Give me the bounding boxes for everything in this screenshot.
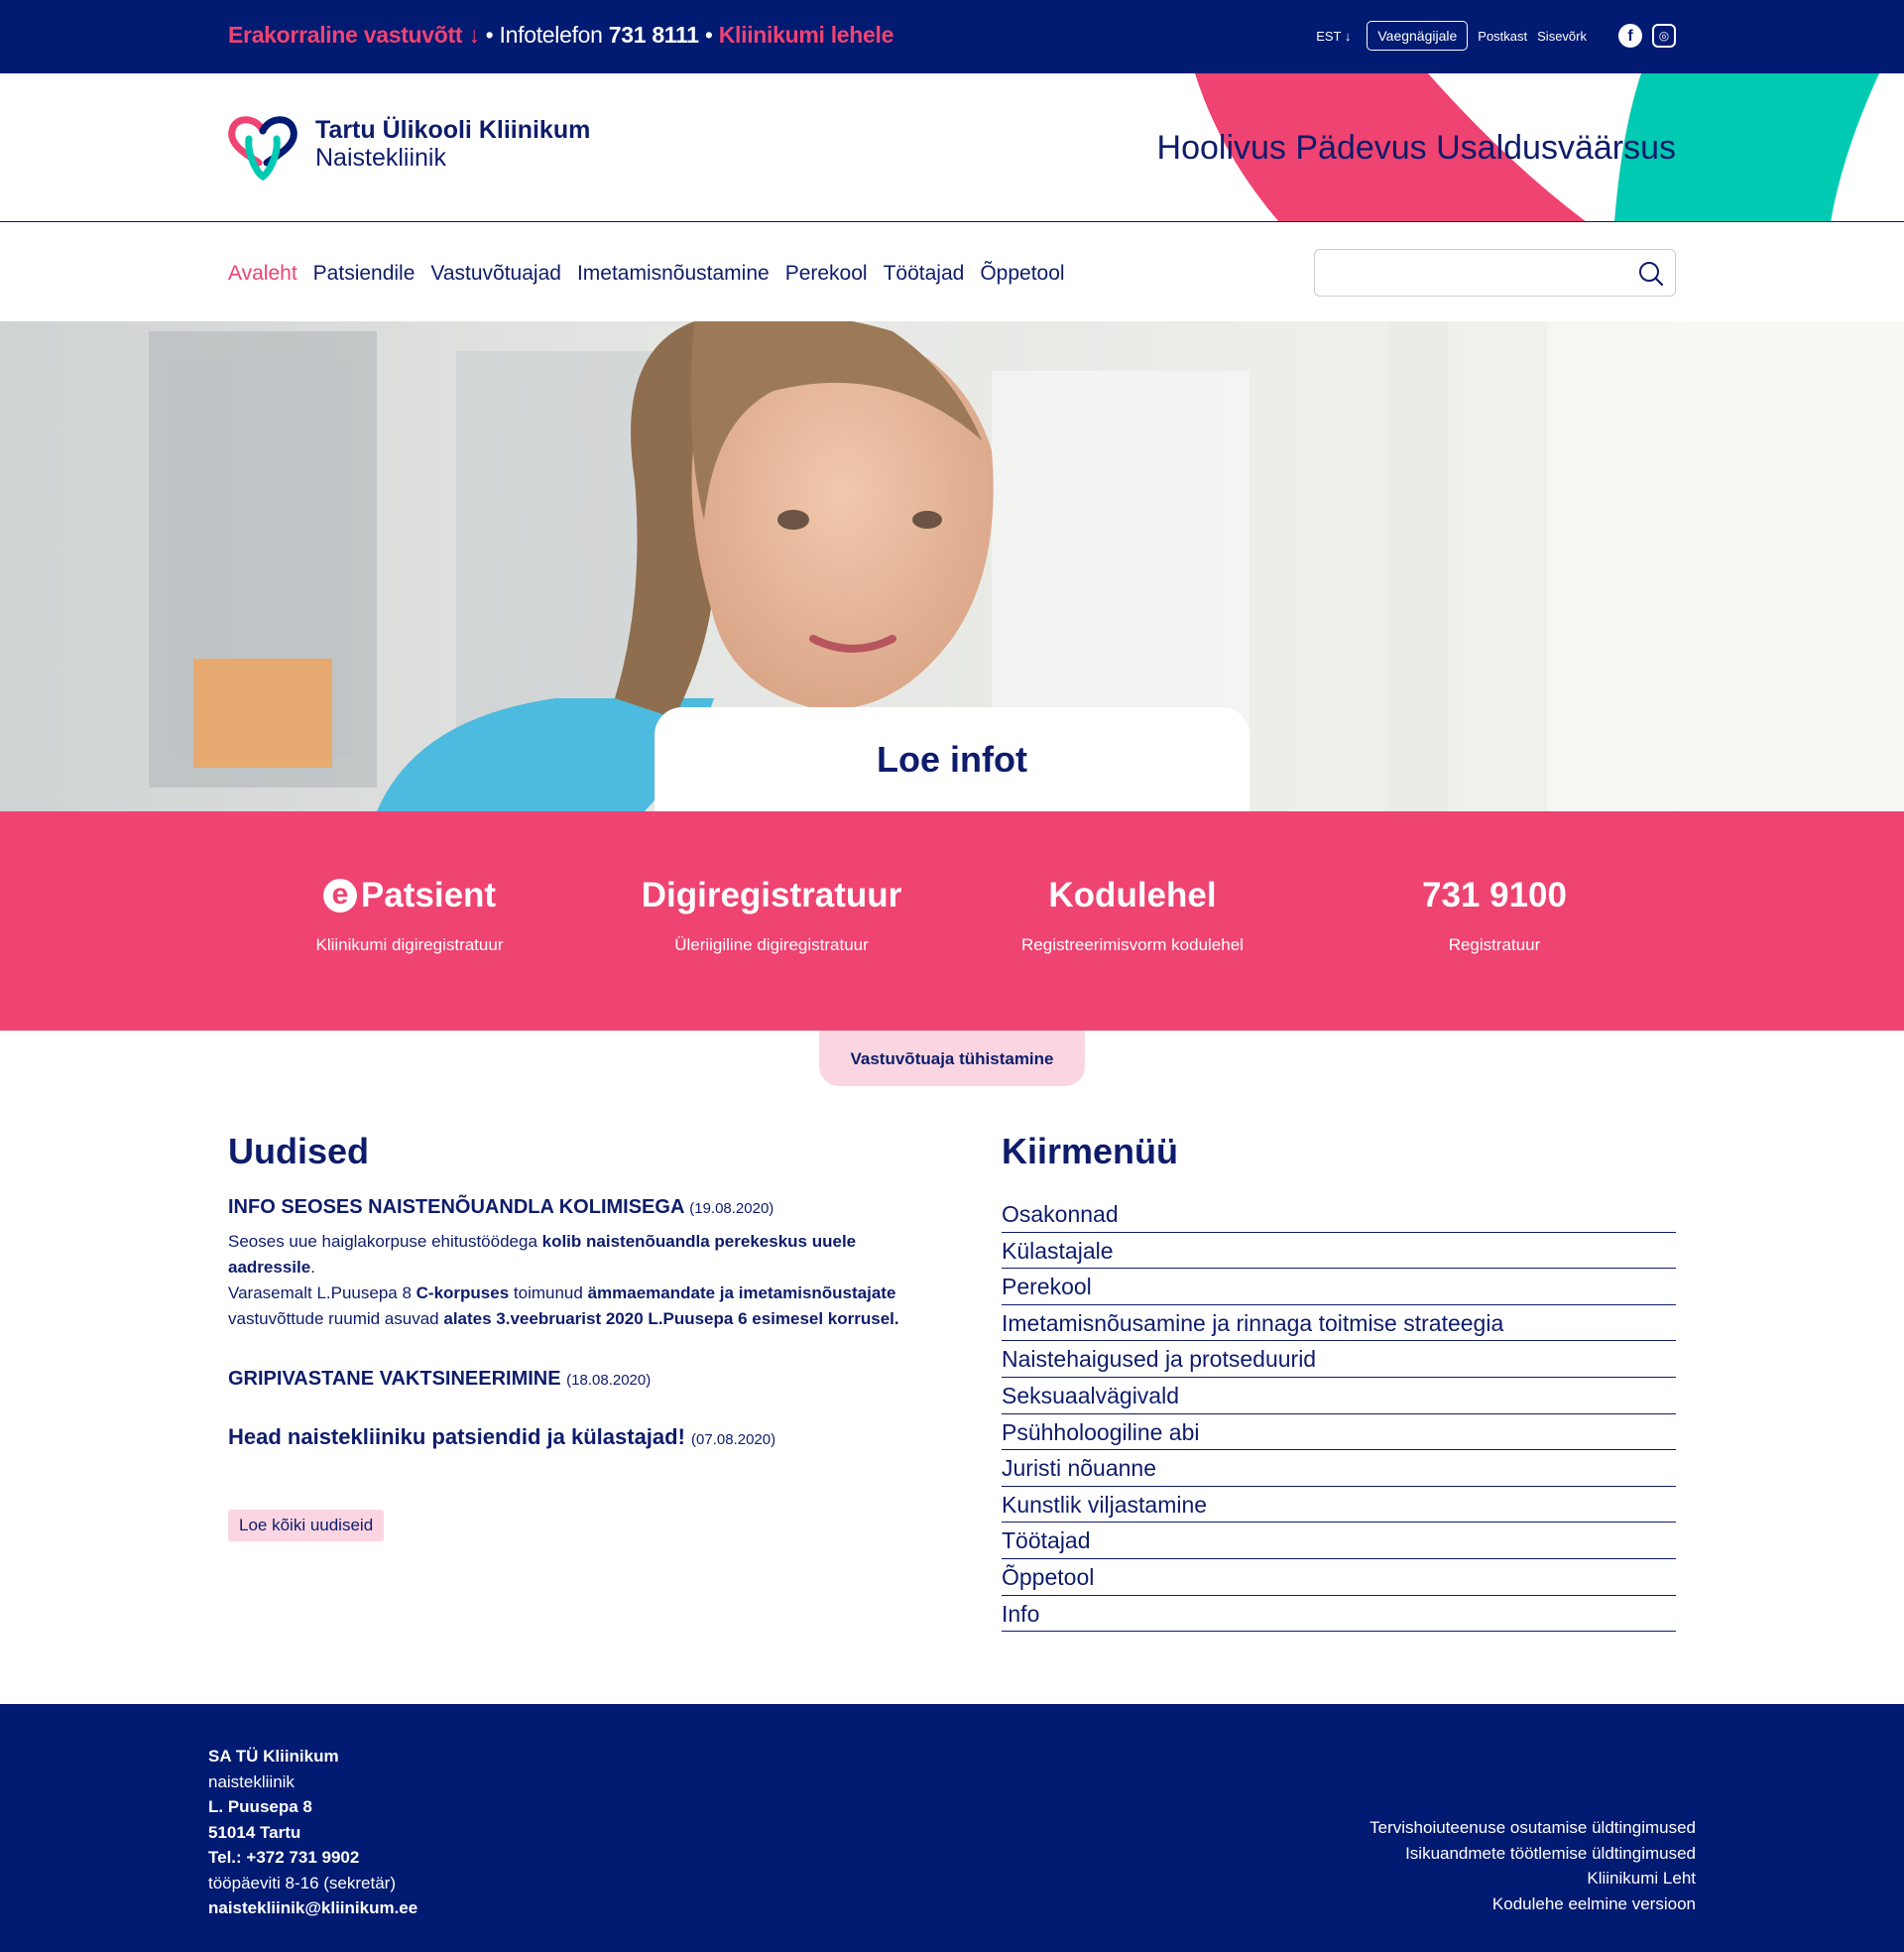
- site-logo[interactable]: [227, 111, 590, 181]
- registration-band: [0, 811, 1904, 1031]
- search-icon[interactable]: [1637, 260, 1665, 288]
- quick-menu-item[interactable]: Psühholoogiline abi: [1002, 1414, 1676, 1451]
- quick-menu-item[interactable]: Külastajale: [1002, 1233, 1676, 1270]
- site-header: [0, 73, 1904, 222]
- news-item-title[interactable]: GRIPIVASTANE VAKTSINEERIMINE (18.08.2020): [228, 1368, 652, 1390]
- logo-subtitle: Naistekliinik: [315, 144, 446, 172]
- logo-title: Tartu Ülikooli Kliinikum: [315, 116, 591, 144]
- news-item-title[interactable]: Head naistekliiniku patsiendid ja külastajad! (07.08.2020): [228, 1424, 776, 1449]
- epatient-link[interactable]: e Patsient Kliinikumi digiregistratuur: [315, 876, 504, 954]
- slogan: Hoolivus Pädevus Usaldusväärsus: [1156, 129, 1676, 167]
- footer-phone[interactable]: Tel.: +372 731 9902: [208, 1848, 360, 1867]
- accessibility-button[interactable]: Vaegnägijale: [1367, 21, 1468, 51]
- quick-menu-item[interactable]: Osakonnad: [1002, 1196, 1676, 1233]
- footer-link[interactable]: Kodulehe eelmine versioon: [1491, 1893, 1696, 1913]
- social-links: [1618, 24, 1676, 48]
- quick-menu-item[interactable]: Kunstlik viljastamine: [1002, 1487, 1676, 1524]
- news-item: [228, 1196, 922, 1332]
- top-bar: [0, 0, 1904, 73]
- nav-item-patsiendile[interactable]: Patsiendile: [312, 262, 416, 285]
- quick-menu-item[interactable]: Info: [1002, 1596, 1676, 1633]
- info-card[interactable]: [654, 707, 1250, 811]
- footer-email[interactable]: naistekliinik@kliinikum.ee: [208, 1898, 418, 1917]
- mailbox-link[interactable]: Postkast: [1478, 28, 1528, 44]
- news-item: [228, 1368, 922, 1391]
- search-input[interactable]: [1327, 250, 1624, 294]
- news-item-title[interactable]: INFO SEOSES NAISTENÕUANDLA KOLIMISEGA (19.08.2020): [228, 1196, 774, 1218]
- clinic-link[interactable]: Kliinikumi lehele: [718, 22, 894, 48]
- quick-menu-item[interactable]: Juristi nõuanne: [1002, 1450, 1676, 1487]
- arrow-down-icon: ↓: [468, 22, 480, 48]
- quick-menu-item[interactable]: Seksuaalvägivald: [1002, 1378, 1676, 1414]
- e-patient-icon: e: [323, 879, 357, 913]
- nav-item-tootajad[interactable]: Töötajad: [883, 262, 965, 285]
- all-news-button[interactable]: Loe kõiki uudiseid: [228, 1510, 384, 1541]
- kodulehel-link[interactable]: Kodulehel Registreerimisvorm kodulehel: [1021, 876, 1244, 954]
- quick-menu-item[interactable]: Töötajad: [1002, 1523, 1676, 1559]
- top-bar-utilities: [1316, 21, 1676, 51]
- quick-menu-item[interactable]: Naistehaigused ja protseduurid: [1002, 1341, 1676, 1378]
- info-phone-label: Infotelefon: [499, 22, 603, 48]
- news-item: [228, 1424, 922, 1450]
- registratuur-phone-link[interactable]: 731 9100 Registratuur: [1422, 876, 1567, 954]
- nav-item-perekool[interactable]: Perekool: [784, 262, 868, 285]
- quick-menu: [1002, 1131, 1676, 1632]
- digiregistratuur-link[interactable]: Digiregistratuur Üleriigiline digiregistratuur: [641, 876, 902, 954]
- cancel-appointment-button[interactable]: Vastuvõtuaja tühistamine: [819, 1031, 1085, 1086]
- instagram-icon[interactable]: ◎: [1652, 24, 1676, 48]
- facebook-icon[interactable]: f: [1618, 24, 1642, 48]
- quick-menu-item[interactable]: Imetamisnõusamine ja rinnaga toitmise strateegia: [1002, 1305, 1676, 1342]
- footer-links: [1369, 1815, 1696, 1916]
- info-card-label: Loe infot: [877, 739, 1027, 780]
- news-heading: Uudised: [228, 1131, 370, 1171]
- nav-item-oppetool[interactable]: Õppetool: [980, 262, 1065, 285]
- footer-link[interactable]: Kliinikumi Leht: [1587, 1869, 1696, 1888]
- news-item-text: Seoses uue haiglakorpuse ehitustöödega kolib naistenõuandla perekeskus uuele aadressile. Varasemalt L.Puusepa 8 C-korpuses toimunud ämmaemandate ja imetamisnõustajate vastuvõttude ruumid asuvad alates 3.veebruarist 2020 L.Puusepa 6 esimesel korrusel.: [228, 1232, 899, 1328]
- footer-link[interactable]: Tervishoiuteenuse osutamise üldtingimused: [1369, 1818, 1696, 1837]
- top-bar-contacts: Erakorraline vastuvõtt ↓ • Infotelefon 731 8111 • Kliinikumi lehele: [228, 22, 894, 48]
- language-select[interactable]: EST ↓: [1316, 28, 1352, 44]
- nav-item-vastuvotuajad[interactable]: Vastuvõtuajad: [430, 262, 561, 285]
- nav-item-imetamisnoustamine[interactable]: Imetamisnõustamine: [576, 262, 770, 285]
- emergency-link[interactable]: Erakorraline vastuvõtt ↓: [228, 22, 480, 48]
- main-navigation: [0, 222, 1904, 321]
- quick-menu-item[interactable]: Õppetool: [1002, 1559, 1676, 1596]
- nav-item-avaleht[interactable]: Avaleht: [228, 262, 298, 285]
- footer-address: SA TÜ Kliinikum naistekliinik L. Puusepa 8 51014 Tartu Tel.: +372 731 9902 tööpäeviti 8-16 (sekretär) naistekliinik@kliinikum.ee: [208, 1747, 418, 1917]
- news-section: [228, 1131, 922, 1541]
- heart-logo-icon: [227, 111, 300, 181]
- quick-menu-item[interactable]: Perekool: [1002, 1269, 1676, 1305]
- intranet-link[interactable]: Sisevõrk: [1537, 28, 1587, 44]
- info-phone[interactable]: 731 8111: [608, 22, 699, 48]
- hero-banner: [0, 321, 1904, 811]
- quick-menu-heading: Kiirmenüü: [1002, 1131, 1179, 1171]
- footer-link[interactable]: Isikuandmete töötlemise üldtingimused: [1405, 1843, 1696, 1863]
- search-box: [1314, 249, 1676, 297]
- site-footer: [0, 1704, 1904, 1952]
